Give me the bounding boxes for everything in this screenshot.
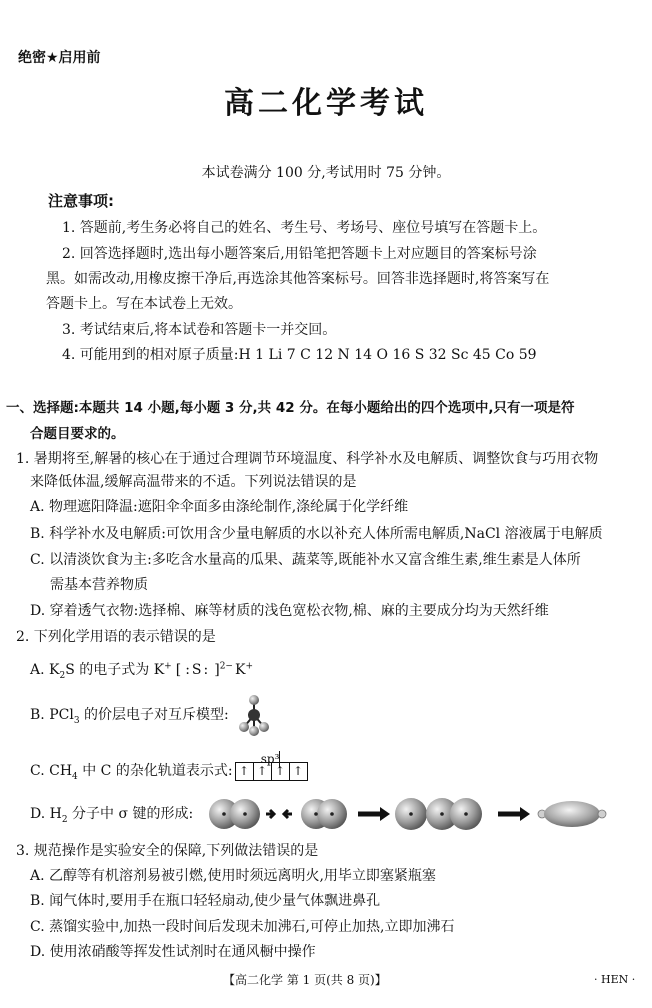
notes-heading: 注意事项:: [48, 192, 114, 210]
page-title: 高二化学考试: [224, 86, 428, 121]
exam-subtitle: 本试卷满分 100 分,考试用时 75 分钟。: [201, 165, 451, 181]
page-footer: 【高二化学 第 1 页(共 8 页)】: [223, 973, 387, 987]
note-2-line-1: 2. 回答选择题时,选出每小题答案后,用铅笔把答题卡上对应题目的答案标号涂: [62, 246, 537, 262]
q1-option-c: C. 以清淡饮食为主:多吃含水量高的瓜果、蔬菜等,既能补水又富含维生素,维生素是人体所: [30, 552, 581, 568]
q3-option-d: D. 使用浓硝酸等挥发性试剂时在通风橱中操作: [30, 944, 316, 960]
note-2-line-3: 答题卡上。写在本试卷上无效。: [46, 296, 242, 312]
q2-option-c: C. $CH_4$ 中 C 的杂化轨道表示式: sp³ ↑ ↑ ↑ ↑: [30, 761, 308, 781]
section-1-heading: 一、选择题:本题共 14 小题,每小题 3 分,共 42 分。在每小题给出的四个选项中,只有一项是符: [6, 400, 575, 416]
note-1: 1. 答题前,考生务必将自己的姓名、考生号、考场号、座位号填写在答题卡上。: [62, 220, 547, 236]
confidential-label: 绝密★启用前: [18, 50, 101, 66]
hybrid-orbital-boxes: sp³ ↑ ↑ ↑ ↑: [235, 762, 308, 781]
q2-option-a: A. $K_2S$ 的电子式为 K+ [ :S: ]$^{2-}$ K+: [30, 661, 253, 681]
note-3: 3. 考试结束后,将本试卷和答题卡一并交回。: [62, 322, 337, 338]
paper-code: · HEN ·: [594, 973, 636, 986]
q2-option-b: B. PCl$_3$ 的价层电子对互斥模型:: [30, 707, 229, 726]
q2-stem: 2. 下列化学用语的表示错误的是: [16, 629, 216, 645]
q1-option-c-cont: 需基本营养物质: [50, 577, 148, 593]
q1-option-b: B. 科学补水及电解质:可饮用含少量电解质的水以补充人体所需电解质,NaCl 溶液属于电解质: [30, 526, 603, 542]
q1-option-d: D. 穿着透气衣物:选择棉、麻等材质的浅色宽松衣物,棉、麻的主要成分均为天然纤维: [30, 603, 549, 619]
q1-option-a: A. 物理遮阳降温:遮阳伞伞面多由涤纶制作,涤纶属于化学纤维: [30, 499, 409, 515]
note-4: 4. 可能用到的相对原子质量:H 1 Li 7 C 12 N 14 O 16 S 32 Sc 45 Co 59: [62, 347, 537, 363]
sulfide-electron-dots: :S:: [185, 662, 211, 678]
q2-option-d: D. $H_2$ 分子中 σ 键的形成:: [30, 806, 194, 825]
q1-stem-cont: 来降低体温,缓解高温带来的不适。下列说法错误的是: [30, 474, 357, 490]
section-1-heading-cont: 合题目要求的。: [30, 426, 125, 442]
note-2-line-2: 黑。如需改动,用橡皮擦干净后,再选涂其他答案标号。回答非选择题时,将答案写在: [46, 271, 550, 287]
q3-option-a: A. 乙醇等有机溶剂易被引燃,使用时须远离明火,用毕立即塞紧瓶塞: [30, 868, 436, 884]
q1-stem: 1. 暑期将至,解暑的核心在于通过合理调节环境温度、科学补水及电解质、调整饮食与巧用衣物: [16, 451, 599, 467]
vsepr-model-icon: [238, 693, 270, 737]
q3-option-b: B. 闻气体时,要用手在瓶口轻轻扇动,使少量气体飘进鼻孔: [30, 893, 381, 909]
sigma-bond-formation-diagram: [204, 795, 644, 833]
q3-option-c: C. 蒸馏实验中,加热一段时间后发现未加沸石,可停止加热,立即加沸石: [30, 919, 455, 935]
q3-stem: 3. 规范操作是实验安全的保障,下列做法错误的是: [16, 843, 319, 859]
